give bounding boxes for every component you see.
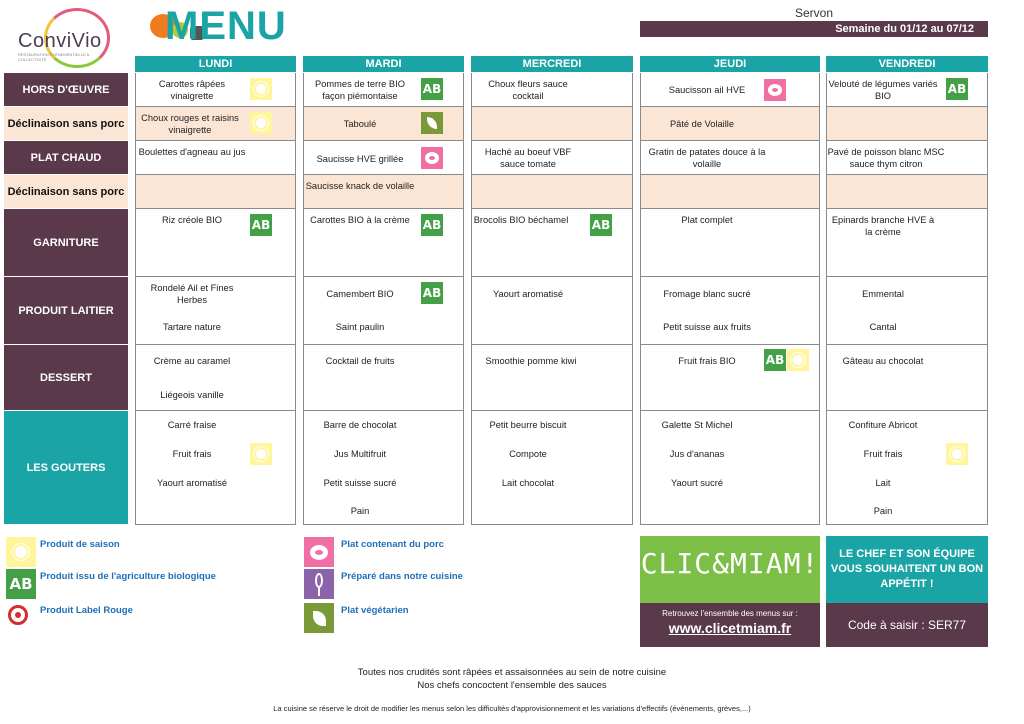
dish: Pommes de terre BIO façon piémontaise — [315, 79, 405, 101]
bio-icon: AB — [421, 214, 443, 236]
pig-icon — [421, 147, 443, 169]
dish: Saucisse HVE grillée — [316, 154, 404, 164]
leaf-icon — [304, 603, 334, 633]
row-label-5: PRODUIT LAITIER — [4, 277, 128, 345]
footer-line-1: Toutes nos crudités sont râpées et assaisonnées au sein de notre cuisine — [357, 667, 667, 678]
sun-icon — [250, 78, 272, 100]
chef-message: LE CHEF ET SON ÉQUIPE VOUS SOUHAITENT UN BON APPÉTIT ! — [826, 536, 988, 603]
sun-icon — [250, 112, 272, 134]
brand-name: ConviVio — [18, 30, 102, 52]
menu-cell — [471, 107, 633, 141]
leaf-icon — [421, 112, 443, 134]
legend-maison: Préparé dans notre cuisine — [341, 571, 463, 582]
dish: Saucisse knack de volaille — [305, 181, 415, 191]
bio-icon: AB — [421, 282, 443, 304]
site-name: Servon — [794, 6, 834, 20]
dish: Haché au boeuf VBF sauce tomate — [484, 147, 572, 169]
clicetmiam-link[interactable]: www.clicetmiam.fr — [668, 620, 792, 636]
dish: Yaourt aromatisé — [492, 289, 564, 299]
clicetmiam-panel — [640, 603, 820, 647]
dish: Gratin de patates douce à la volaille — [648, 147, 766, 169]
dish: Carottes BIO à la crème — [310, 215, 410, 225]
dish: Cantal — [869, 322, 897, 332]
dish: Fruit frais — [863, 449, 903, 459]
dish: Fruit frais — [172, 449, 212, 459]
dish: Yaourt aromatisé — [156, 478, 228, 488]
dish: Taboulé — [343, 119, 377, 129]
bio-icon: AB — [6, 569, 36, 599]
dish: Riz créole BIO — [162, 215, 222, 225]
legend-bio: Produit issu de l'agriculture biologique — [40, 571, 216, 582]
dish: Liégeois vanille — [160, 390, 224, 400]
dish: Pain — [873, 506, 893, 516]
sun-icon — [250, 443, 272, 465]
label-rouge-icon — [8, 605, 28, 625]
legend-saison: Produit de saison — [40, 539, 120, 550]
row-label-6: DESSERT — [4, 345, 128, 411]
day-header-2: MERCREDI — [471, 56, 633, 72]
legend-vegetarien: Plat végétarien — [341, 605, 409, 616]
menu-cell — [640, 175, 820, 209]
dish: Lait — [875, 478, 891, 488]
clicetmiam-logo: CLIC&MIAM! — [640, 536, 820, 603]
footer-notes — [0, 666, 1024, 692]
dish: Carottes râpées vinaigrette — [158, 79, 226, 101]
dish: Compote — [509, 449, 547, 459]
sun-icon — [787, 349, 809, 371]
dish: Jus d'ananas — [669, 449, 725, 459]
dish: Yaourt sucré — [670, 478, 724, 488]
pig-icon — [764, 79, 786, 101]
menu-cell — [135, 175, 296, 209]
menu-cell — [826, 175, 988, 209]
dish: Pâté de Volaille — [669, 119, 735, 129]
legend-label-rouge: Produit Label Rouge — [40, 605, 133, 616]
access-code: Code à saisir : SER77 — [826, 603, 988, 647]
row-label-2: PLAT CHAUD — [4, 141, 128, 175]
brand-tagline: RESTAURATION ÉVÉNEMENTIELLE & COLLECTIVITÉ — [18, 52, 90, 62]
dish: Carré fraise — [167, 420, 217, 430]
dish: Tartare nature — [163, 322, 221, 332]
row-label-3: Déclinaison sans porc — [4, 175, 128, 209]
dish: Brocolis BIO béchamel — [473, 215, 569, 225]
page-title: MENU — [165, 4, 287, 48]
dish: Fromage blanc sucré — [663, 289, 751, 299]
row-label-0: HORS D'ŒUVRE — [4, 73, 128, 107]
dish: Galette St Michel — [661, 420, 733, 430]
sun-icon — [6, 537, 36, 567]
pig-icon — [304, 537, 334, 567]
dish: Boulettes d'agneau au jus — [138, 147, 246, 157]
bio-icon: AB — [590, 214, 612, 236]
dish: Cocktail de fruits — [325, 356, 395, 366]
day-header-4: VENDREDI — [826, 56, 988, 72]
footer-line-2: Nos chefs concoctent l'ensemble des sauces — [417, 680, 607, 691]
footer-disclaimer: La cuisine se réserve le droit de modifier les menus selon les difficultés d'approvisionnement et les variations d'effectifs (évènements, grèves,...) — [273, 704, 751, 713]
week-banner: Semaine du 01/12 au 07/12 — [640, 21, 988, 37]
dish: Gâteau au chocolat — [842, 356, 924, 366]
dish: Crème au caramel — [153, 356, 231, 366]
dish: Petit suisse sucré — [323, 478, 397, 488]
bio-icon: AB — [250, 214, 272, 236]
dish: Jus Multifruit — [333, 449, 387, 459]
day-header-0: LUNDI — [135, 56, 296, 72]
dish: Barre de chocolat — [323, 420, 397, 430]
clicetmiam-text: Retrouvez l'ensemble des menus sur : — [662, 609, 798, 618]
dish: Rondelé Ail et Fines Herbes — [150, 283, 234, 305]
day-header-3: JEUDI — [640, 56, 820, 72]
dish: Plat complet — [681, 215, 733, 225]
dish: Emmental — [862, 289, 904, 299]
dish: Camembert BIO — [326, 289, 394, 299]
whisk-icon — [304, 569, 334, 599]
bio-icon: AB — [421, 78, 443, 100]
row-label-1: Déclinaison sans porc — [4, 107, 128, 141]
dish: Epinards branche HVE à la crème — [831, 215, 935, 237]
sun-icon — [946, 443, 968, 465]
dish: Petit suisse aux fruits — [663, 322, 751, 332]
day-header-1: MARDI — [303, 56, 464, 72]
dish: Petit beurre biscuit — [489, 420, 567, 430]
dish: Pain — [350, 506, 370, 516]
dish: Pavé de poisson blanc MSC sauce thym citron — [827, 147, 945, 169]
dish: Confiture Abricot — [848, 420, 918, 430]
bio-icon: AB — [764, 349, 786, 371]
menu-cell — [471, 175, 633, 209]
dish: Saucisson ail HVE — [668, 85, 746, 95]
bio-icon: AB — [946, 78, 968, 100]
dish: Saint paulin — [335, 322, 385, 332]
dish: Lait chocolat — [501, 478, 555, 488]
dish: Smoothie pomme kiwi — [485, 356, 577, 366]
dish: Velouté de légumes variés BIO — [828, 79, 938, 101]
legend-porc: Plat contenant du porc — [341, 539, 444, 550]
row-label-4: GARNITURE — [4, 209, 128, 277]
dish: Fruit frais BIO — [678, 356, 736, 366]
row-label-7: LES GOUTERS — [4, 411, 128, 525]
dish: Choux rouges et raisins vinaigrette — [141, 113, 239, 135]
menu-cell — [826, 107, 988, 141]
dish: Choux fleurs sauce cocktail — [488, 79, 568, 101]
